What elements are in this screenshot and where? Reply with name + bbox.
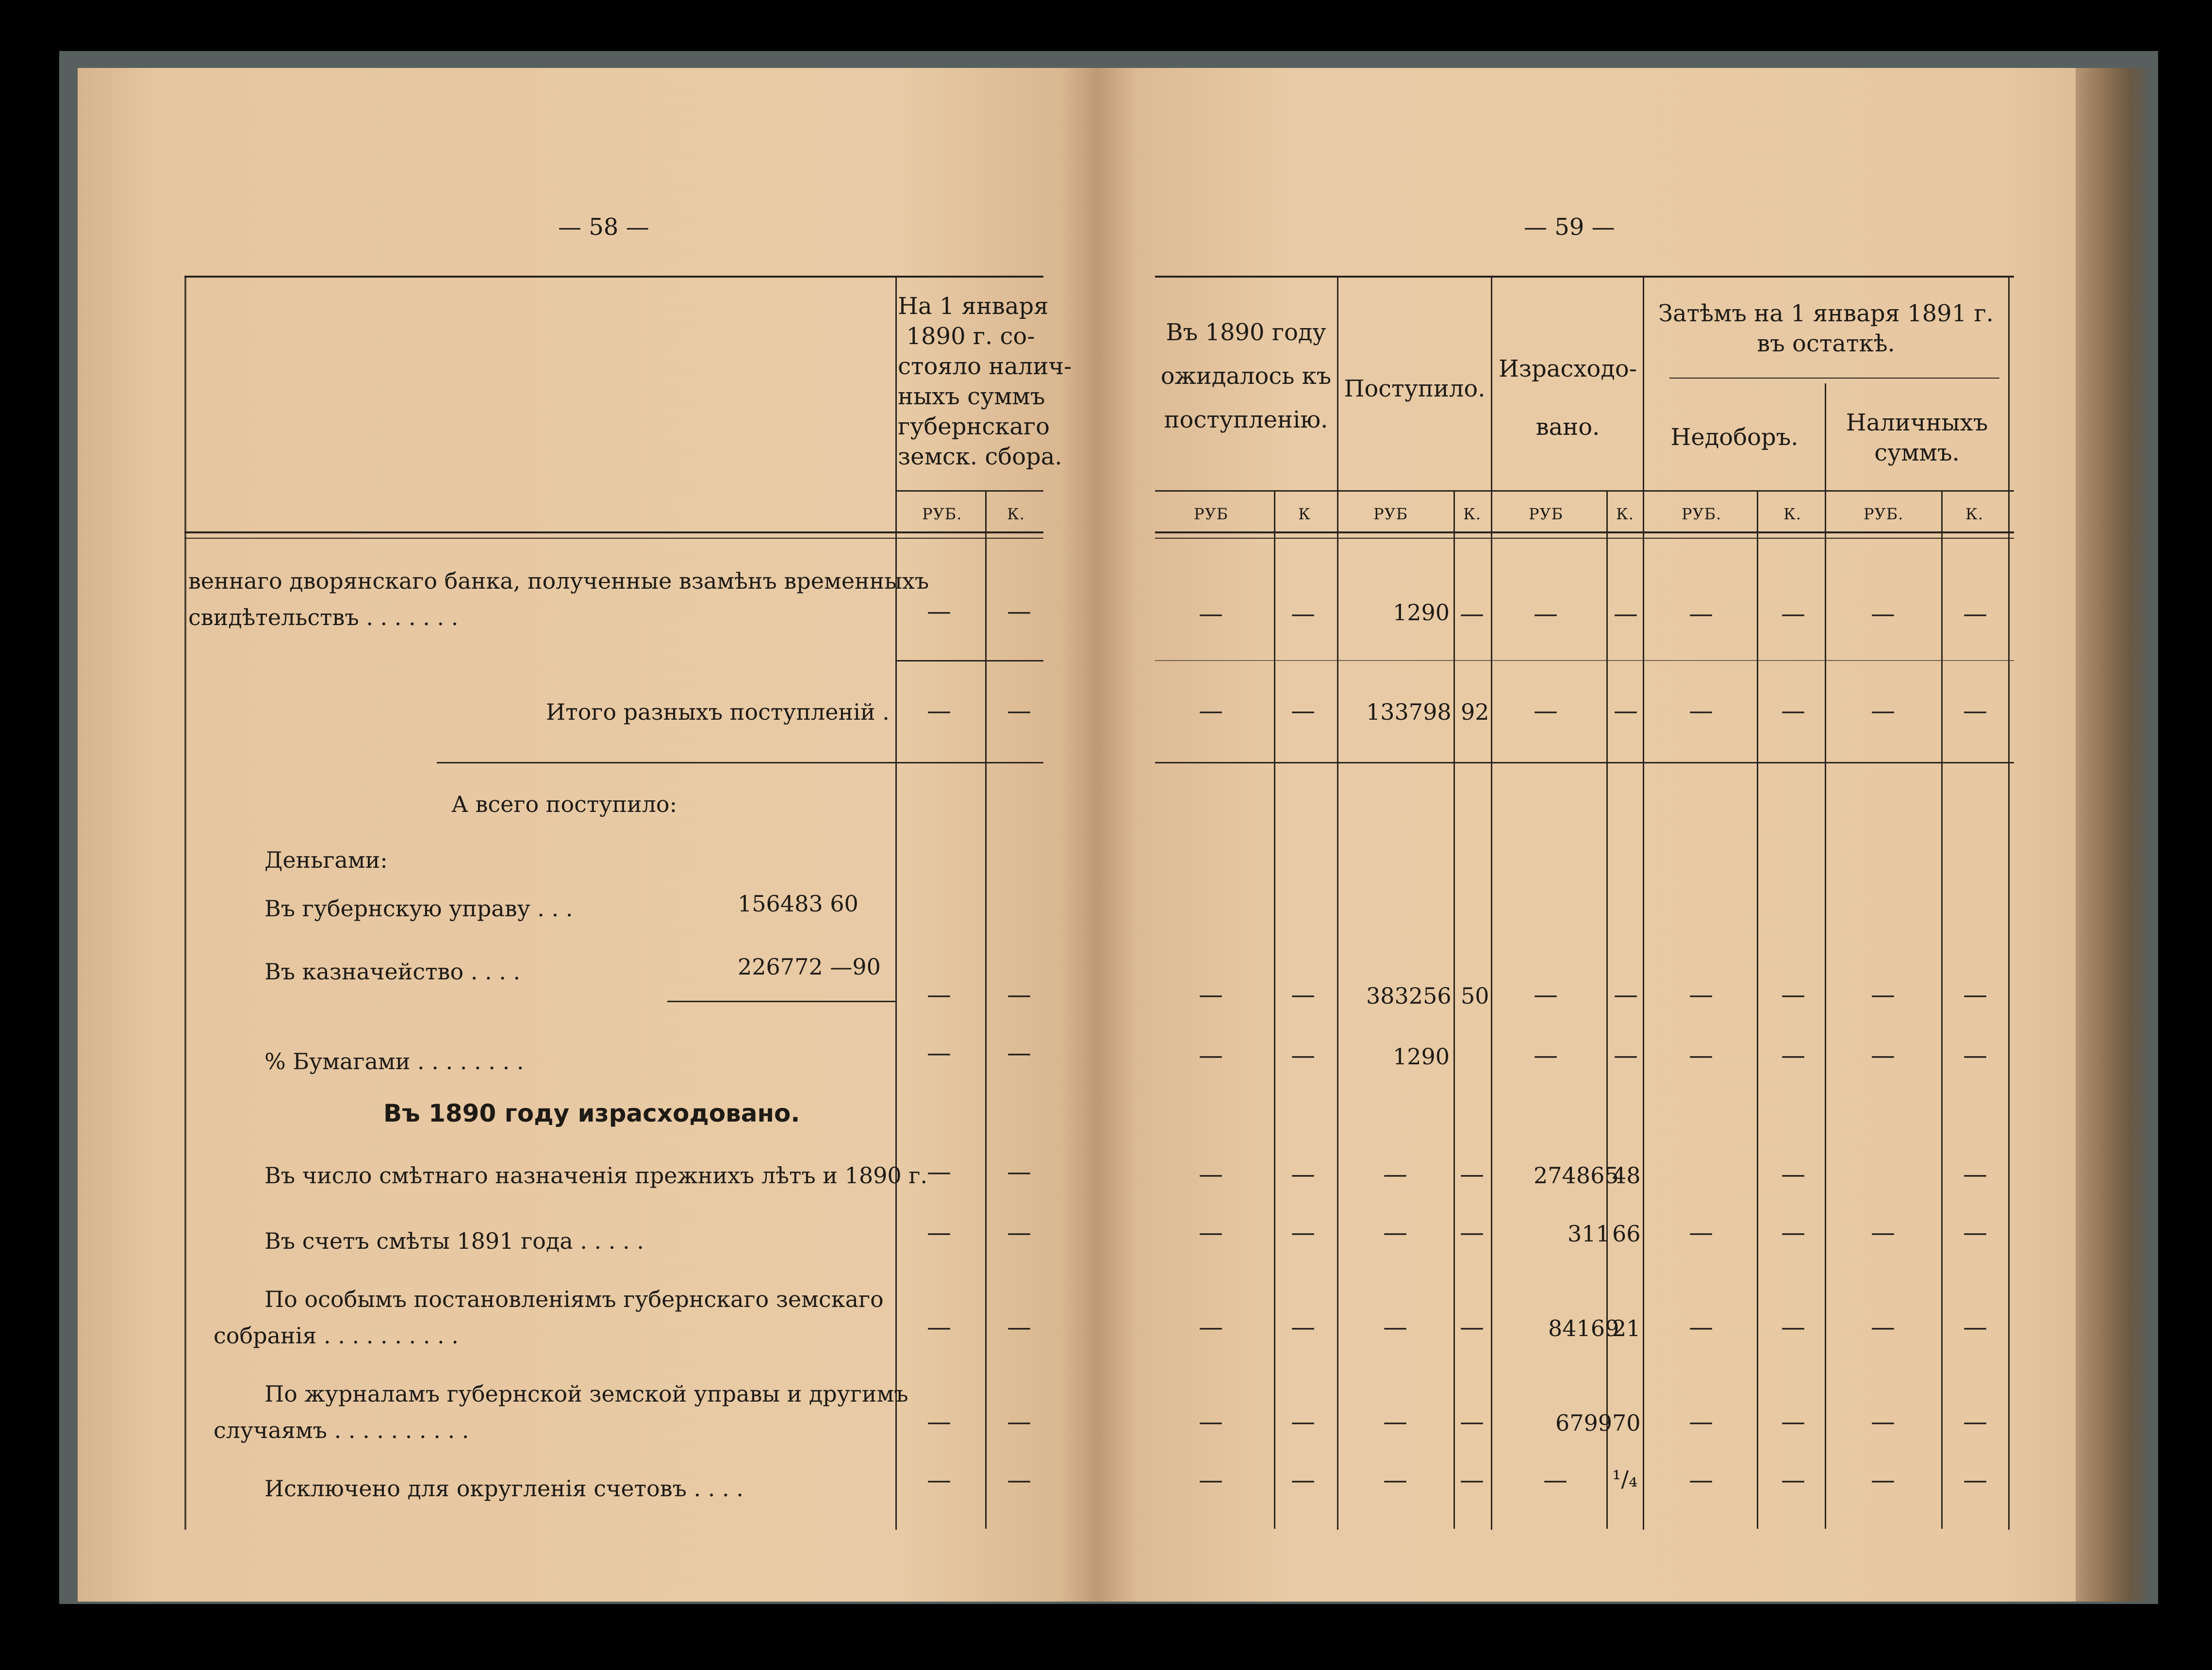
r4-received: 1290 (1393, 1043, 1450, 1070)
dash: — (927, 597, 951, 625)
r-kop-div-5 (1941, 490, 1943, 1529)
dash: — (1291, 1313, 1315, 1341)
dash: — (927, 1039, 951, 1067)
dash: — (1199, 1218, 1223, 1246)
r1-received: 1290 (1393, 599, 1450, 626)
dash: — (1291, 1218, 1315, 1246)
r6-spent: 311 (1568, 1221, 1610, 1247)
header-bottom-rule-2 (184, 538, 1043, 539)
dash: — (1781, 1407, 1805, 1436)
dash: — (1383, 1160, 1407, 1188)
hdr-expected: Въ 1890 году ожидалось къ поступленію. (1160, 319, 1332, 433)
dash: — (1199, 1313, 1223, 1341)
dash: — (1199, 599, 1223, 628)
dash: — (1007, 1466, 1031, 1494)
dash: — (1781, 696, 1805, 725)
dash: — (1007, 1157, 1031, 1186)
v-upravu-value: 156483 60 (738, 891, 858, 917)
dash: — (1963, 1313, 1987, 1341)
dash: — (1007, 1407, 1031, 1436)
dash: — (1460, 1218, 1484, 1246)
dash: — (1383, 1218, 1407, 1246)
dash: — (927, 1407, 951, 1436)
dash: — (1460, 1407, 1484, 1436)
dengami-label: Деньгами: (264, 847, 388, 873)
r9-spent-k: ¹/₄ (1612, 1466, 1638, 1492)
hdr-spent: Израсходо- вано. (1499, 355, 1637, 441)
row-bank-line2: свидѣтельствъ . . . . . . . (188, 604, 459, 630)
dash: — (1534, 980, 1558, 1009)
left-header-col: На 1 января 1890 г. со- стояло налич- ныхъ суммъ губернскаго земск. сбора. (898, 293, 1072, 470)
hdr-cash: Наличныхъ суммъ. (1846, 409, 1988, 466)
row-post-line1: По особымъ постановленіямъ губернскаго земскаго (264, 1286, 884, 1312)
dash: — (1199, 1160, 1223, 1188)
r-kop-div-4 (1757, 490, 1758, 1529)
r-col-div-2 (1491, 278, 1492, 1530)
dash: — (927, 1466, 951, 1494)
table-top-rule (184, 276, 1043, 278)
dash: — (927, 1313, 951, 1341)
row-smeta-1891: Въ счетъ смѣты 1891 года . . . . . (264, 1228, 644, 1254)
heading-1890-spent: Въ 1890 году израсходовано. (383, 1099, 800, 1127)
unit-kop: К. (1007, 505, 1025, 523)
dash: — (1383, 1466, 1407, 1494)
dash: — (1689, 1466, 1713, 1494)
dash: — (1963, 1466, 1987, 1494)
dash: — (1007, 1218, 1031, 1246)
dash: — (1460, 1466, 1484, 1494)
dash: — (1614, 1041, 1638, 1069)
r-col-div-5 (2008, 278, 2010, 1530)
dash: — (927, 980, 951, 1009)
dash: — (1781, 980, 1805, 1009)
dash: — (1689, 980, 1713, 1009)
r-row-rule (1155, 660, 2014, 661)
unit: РУБ (1194, 505, 1229, 523)
row-journal-line2: случаямъ . . . . . . . . . . (214, 1417, 469, 1443)
dash: — (1383, 1407, 1407, 1436)
dash: — (1291, 1407, 1315, 1436)
dash: — (927, 696, 951, 725)
dash: — (1007, 1039, 1031, 1067)
r3-received: 383256 (1366, 983, 1452, 1009)
unit-rub: РУБ. (922, 505, 962, 523)
dash: — (1963, 599, 1987, 628)
header-bottom-rule (184, 531, 1043, 533)
dash: — (1007, 696, 1031, 725)
unit: РУБ. (1864, 505, 1904, 523)
dash: — (1871, 599, 1895, 628)
dash: — (1291, 1041, 1315, 1069)
dash: — (1689, 1041, 1713, 1069)
r-header-bottom-rule (1155, 531, 2014, 533)
r-col-div-4 (1825, 383, 1826, 1529)
dash: — (1614, 696, 1638, 725)
dash: — (1781, 1218, 1805, 1246)
dash: — (1963, 1407, 1987, 1436)
r7-spent: 84169 (1548, 1315, 1619, 1341)
r3-received-k: 50 (1461, 983, 1489, 1009)
r6-spent-k: 66 (1612, 1221, 1641, 1247)
dash: — (1689, 599, 1713, 628)
v-kazn-value: 226772 —90 (738, 954, 881, 980)
dash: — (1781, 599, 1805, 628)
dash: — (1534, 696, 1558, 725)
hdr-remaining-rule (1669, 378, 1999, 379)
row-post-line2: собранія . . . . . . . . . . (214, 1323, 459, 1349)
dash: — (1534, 1041, 1558, 1069)
hdr-shortfall: Недоборъ. (1670, 424, 1799, 451)
dash: — (1871, 980, 1895, 1009)
unit: К. (1616, 505, 1634, 523)
dash: — (1007, 597, 1031, 625)
r-table-top-rule (1155, 276, 2014, 278)
dash: — (1871, 1313, 1895, 1341)
bumagami-label: % Бумагами . . . . . . . . (264, 1048, 524, 1075)
r-kop-div-2 (1453, 490, 1455, 1529)
dash: — (1291, 1466, 1315, 1494)
r-header-bottom-rule-2 (1155, 538, 2014, 539)
r8-spent: 6799 (1555, 1410, 1613, 1436)
dash: — (1781, 1041, 1805, 1069)
r-col-div-1 (1337, 278, 1338, 1530)
dash: — (1291, 1160, 1315, 1188)
dash: — (1963, 1218, 1987, 1246)
right-page-number: — 59 — (1524, 214, 1615, 241)
unit: РУБ (1373, 505, 1408, 523)
itogo-rule (437, 762, 1043, 763)
dash: — (1781, 1160, 1805, 1188)
page-edges (2076, 68, 2153, 1602)
hdr-remaining: Затѣмъ на 1 января 1891 г. въ остаткѣ. (1658, 300, 1994, 357)
sum-rule (667, 1001, 895, 1002)
dash: — (1963, 696, 1987, 725)
r5-spent-k: 48 (1612, 1162, 1641, 1189)
dash: — (1460, 1160, 1484, 1188)
dash: — (1781, 1466, 1805, 1494)
dash: — (1007, 1313, 1031, 1341)
r7-spent-k: 21 (1612, 1315, 1641, 1341)
dash: — (1007, 980, 1031, 1009)
r2-received-k: 92 (1461, 699, 1489, 725)
dash: — (1543, 1466, 1568, 1494)
dash: — (1689, 1313, 1713, 1341)
dash: — (1871, 1407, 1895, 1436)
dash: — (1291, 599, 1315, 628)
r5-spent: 274865 (1534, 1162, 1619, 1189)
vsego-label: А всего поступило: (451, 791, 677, 817)
r-kop-div-3 (1606, 490, 1608, 1529)
dash: — (1199, 696, 1223, 725)
v-kazn-label: Въ казначейство . . . . (264, 959, 521, 985)
dash: — (1689, 1218, 1713, 1246)
dash: — (1534, 599, 1558, 628)
dash: — (1963, 1160, 1987, 1188)
unit-rule (895, 490, 1043, 492)
dash: — (1291, 980, 1315, 1009)
dash: — (1291, 696, 1315, 725)
dash: — (1781, 1313, 1805, 1341)
unit: К. (1965, 505, 1983, 523)
dash: — (1199, 980, 1223, 1009)
row-bank-line1: веннаго дворянскаго банка, полученные взамѣнъ временныхъ (188, 568, 929, 594)
r-kop-div-1 (1274, 490, 1275, 1529)
dash: — (1871, 1466, 1895, 1494)
row-rule (895, 660, 1043, 661)
r8-spent-k: 70 (1612, 1410, 1641, 1436)
r-unit-rule (1155, 490, 2014, 492)
dash: — (1614, 599, 1638, 628)
unit: К. (1783, 505, 1801, 523)
dash: — (1614, 980, 1638, 1009)
dash: — (1199, 1041, 1223, 1069)
left-page-number: — 58 — (558, 214, 649, 241)
itogo-label: Итого разныхъ поступленій . (546, 699, 890, 725)
col-divider-rub (895, 278, 897, 1530)
dash: — (1460, 1313, 1484, 1341)
unit: К. (1463, 505, 1481, 523)
v-upravu-label: Въ губернскую управу . . . (264, 895, 573, 922)
hdr-received: Поступило. (1344, 375, 1486, 402)
unit: К (1298, 505, 1311, 523)
dash: — (1383, 1313, 1407, 1341)
table-left-rule (184, 278, 186, 1530)
r-itogo-rule (1155, 762, 2014, 763)
unit: РУБ. (1682, 505, 1722, 523)
dash: — (1199, 1466, 1223, 1494)
dash: — (927, 1157, 951, 1186)
r2-received: 133798 (1366, 699, 1452, 725)
dash: — (1460, 599, 1484, 628)
r-col-div-3 (1643, 278, 1644, 1530)
dash: — (1689, 696, 1713, 725)
dash: — (1963, 1041, 1987, 1069)
dash: — (1871, 1218, 1895, 1246)
dash: — (1199, 1407, 1223, 1436)
dash: — (1963, 980, 1987, 1009)
row-journal-line1: По журналамъ губернской земской управы и другимъ (264, 1381, 908, 1407)
row-smeta-prev: Въ число смѣтнаго назначенія прежнихъ лѣтъ и 1890 г. (264, 1162, 927, 1189)
dash: — (1871, 696, 1895, 725)
right-page (1098, 68, 2076, 1602)
dash: — (927, 1218, 951, 1246)
col-divider-kop (985, 490, 987, 1529)
dash: — (1689, 1407, 1713, 1436)
unit: РУБ (1529, 505, 1564, 523)
row-rounding: Исключено для округленія счетовъ . . . . (264, 1475, 743, 1502)
dash: — (1871, 1041, 1895, 1069)
